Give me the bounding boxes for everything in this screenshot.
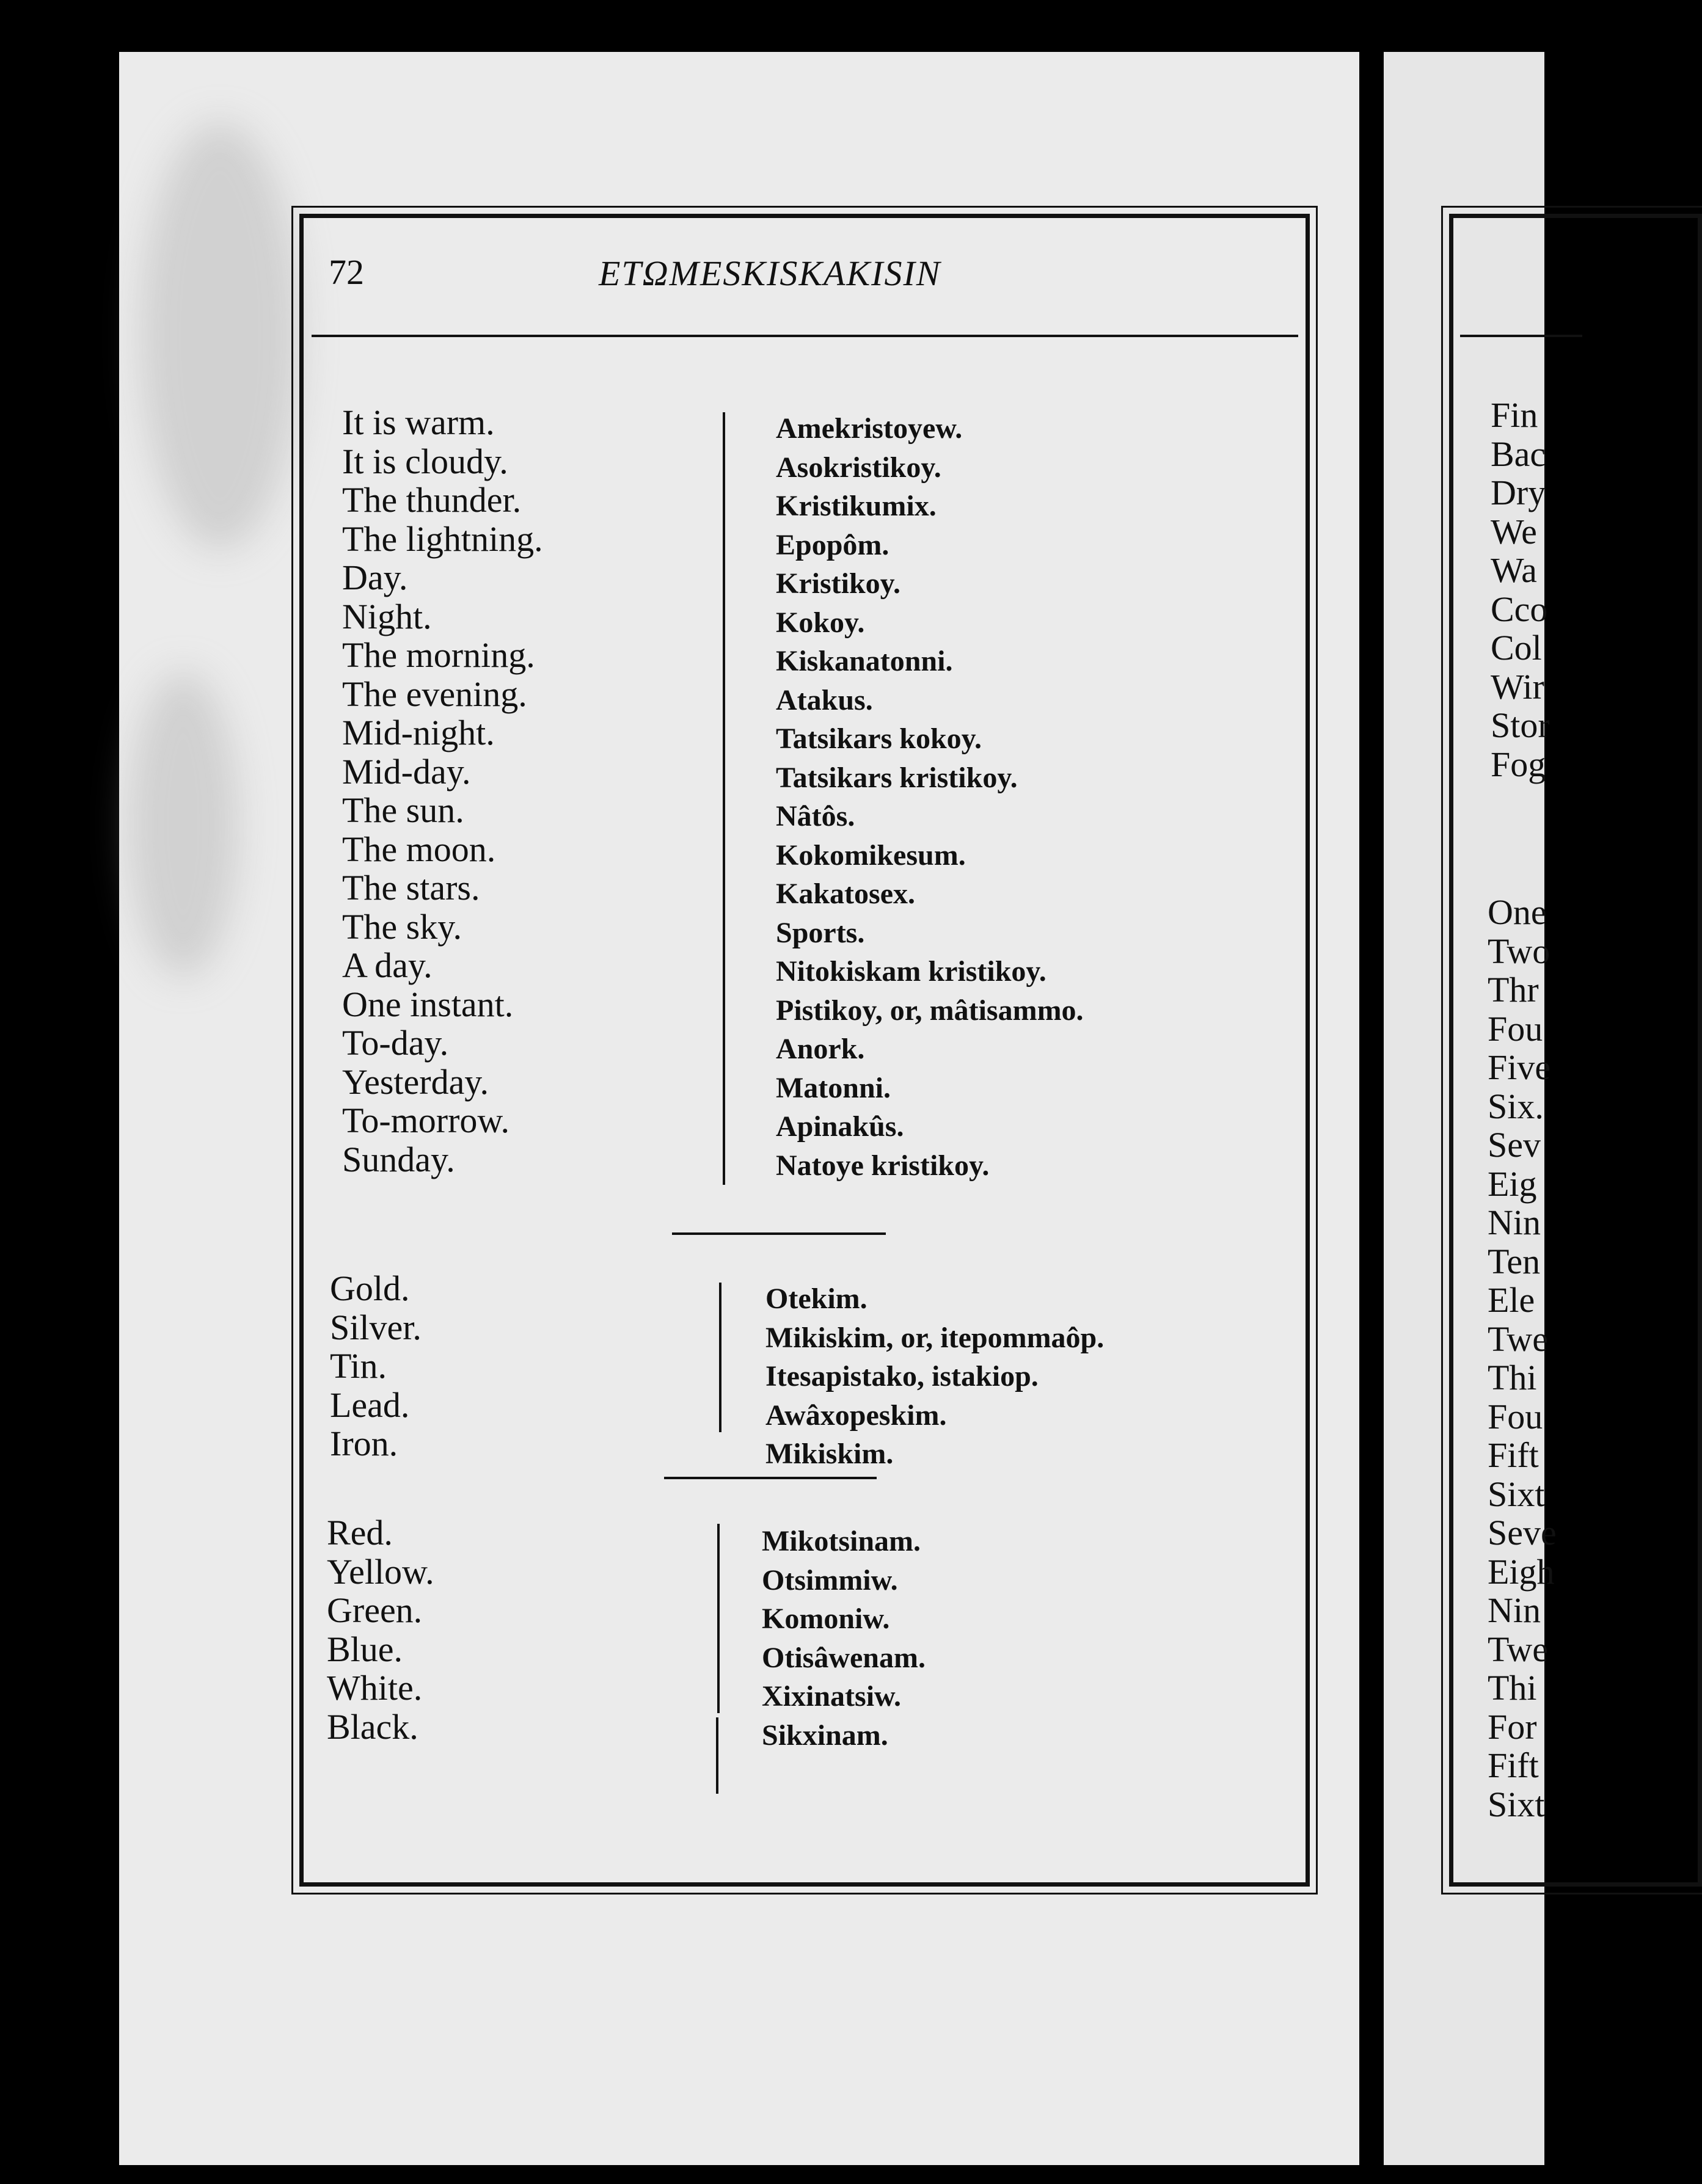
blackfoot-word: Pistikoy, or, mâtisammo. <box>776 994 1084 1027</box>
english-word: The morning. <box>342 635 535 675</box>
blackfoot-column-colours <box>762 1522 926 1755</box>
english-word: Lead. <box>330 1385 410 1425</box>
facing-word: Sev <box>1488 1125 1541 1165</box>
english-column-colours <box>327 1513 434 1746</box>
blackfoot-word: Kristikoy. <box>776 567 901 600</box>
facing-word: Wa <box>1491 550 1537 590</box>
facing-word: One <box>1488 892 1547 932</box>
english-word: Tin. <box>330 1346 387 1386</box>
blackfoot-word: Epopôm. <box>776 528 889 561</box>
english-word: Night. <box>342 596 432 636</box>
english-word: White. <box>327 1668 423 1708</box>
english-word: Iron. <box>330 1424 398 1463</box>
blackfoot-word: Kakatosex. <box>776 878 915 910</box>
english-word: The evening. <box>342 674 527 714</box>
facing-word: Thr <box>1488 970 1539 1010</box>
english-word: Blue. <box>327 1629 403 1669</box>
english-word: The thunder. <box>342 480 522 520</box>
english-word: The moon. <box>342 829 496 869</box>
english-column-metals <box>330 1269 422 1463</box>
english-word: Green. <box>327 1590 423 1630</box>
facing-word: Bac <box>1491 434 1546 474</box>
facing-word: Twe <box>1488 1629 1549 1669</box>
blackfoot-word: Otsimmiw. <box>762 1563 898 1596</box>
blackfoot-word: Apinakûs. <box>776 1110 904 1143</box>
facing-word: Thi <box>1488 1358 1537 1397</box>
running-title: ETΩMESKISKAKISIN <box>599 253 941 293</box>
blackfoot-word: Mikiskim. <box>765 1438 894 1470</box>
blackfoot-word: Awâxopeskim. <box>765 1399 947 1432</box>
english-word: Day. <box>342 558 408 597</box>
facing-word: Eigh <box>1488 1551 1555 1592</box>
column-divider <box>717 1524 720 1713</box>
blackfoot-column-time <box>776 409 1084 1185</box>
facing-word: Sixt <box>1488 1784 1545 1824</box>
facing-word: Two <box>1488 931 1550 971</box>
blackfoot-word: Otisâwenam. <box>762 1641 926 1674</box>
english-word: The sun. <box>342 790 464 830</box>
column-divider <box>716 1717 718 1794</box>
facing-word: Six. <box>1488 1086 1544 1126</box>
facing-word: Nin <box>1488 1590 1541 1630</box>
english-column-time <box>342 403 543 1179</box>
blackfoot-word: Kristikumix. <box>776 490 937 522</box>
english-word: One instant. <box>342 984 514 1024</box>
blackfoot-column-metals <box>765 1279 1104 1474</box>
page-stain <box>128 672 238 977</box>
facing-column-bottom <box>1488 893 1557 1824</box>
blackfoot-word: Atakus. <box>776 683 873 716</box>
facing-word: Twe <box>1488 1319 1549 1359</box>
facing-word: Seve <box>1488 1513 1557 1552</box>
facing-word: Nin <box>1488 1203 1541 1242</box>
facing-column-top <box>1491 396 1550 784</box>
english-word: It is warm. <box>342 402 495 442</box>
facing-word: Sixt <box>1488 1474 1545 1514</box>
english-word: Sunday. <box>342 1139 455 1179</box>
facing-word: Col <box>1491 628 1542 668</box>
blackfoot-word: Kokomikesum. <box>776 839 966 872</box>
blackfoot-word: Kokoy. <box>776 606 865 639</box>
english-word: Mid-night. <box>342 713 495 752</box>
page-stain <box>141 122 299 550</box>
facing-word: Dry <box>1491 473 1546 512</box>
blackfoot-word: Otekim. <box>765 1283 867 1315</box>
blackfoot-word: Nâtôs. <box>776 800 855 832</box>
english-word: Yesterday. <box>342 1061 489 1102</box>
blackfoot-word: Itesapistako, istakiop. <box>765 1360 1039 1392</box>
facing-header-rule <box>1460 335 1582 337</box>
english-word: The stars. <box>342 868 480 908</box>
facing-word: Ten <box>1488 1241 1541 1281</box>
facing-word: We <box>1491 511 1537 551</box>
facing-word: Thi <box>1488 1668 1537 1708</box>
english-word: To-morrow. <box>342 1101 510 1140</box>
blackfoot-word: Tatsikars kristikoy. <box>776 761 1018 794</box>
english-word: Mid-day. <box>342 751 471 792</box>
blackfoot-word: Natoye kristikoy. <box>776 1149 990 1182</box>
section-separator <box>672 1232 886 1235</box>
facing-word: Five <box>1488 1047 1551 1087</box>
blackfoot-word: Anork. <box>776 1033 865 1065</box>
facing-word: Wir <box>1491 666 1544 707</box>
blackfoot-word: Mikiskim, or, itepommaôp. <box>765 1321 1105 1354</box>
blackfoot-word: Tatsikars kokoy. <box>776 723 982 755</box>
english-word: The sky. <box>342 906 462 947</box>
blackfoot-word: Nitokiskam kristikoy. <box>776 955 1046 988</box>
english-word: Gold. <box>330 1269 410 1308</box>
english-word: It is cloudy. <box>342 441 508 481</box>
page-number: 72 <box>329 252 364 292</box>
facing-word: Fin <box>1491 395 1538 435</box>
facing-word: Stor <box>1491 705 1550 745</box>
facing-word: Eig <box>1488 1163 1537 1204</box>
facing-word: Fift <box>1488 1745 1539 1785</box>
facing-word: Fou <box>1488 1008 1543 1049</box>
blackfoot-word: Xixinatsiw. <box>762 1680 902 1713</box>
blackfoot-word: Matonni. <box>776 1071 891 1104</box>
blackfoot-word: Sports. <box>776 916 865 949</box>
english-word: Yellow. <box>327 1551 434 1592</box>
facing-word: Fou <box>1488 1396 1543 1436</box>
english-word: A day. <box>342 945 433 985</box>
blackfoot-word: Asokristikoy. <box>776 451 941 484</box>
blackfoot-word: Sikxinam. <box>762 1719 888 1752</box>
section-separator <box>664 1477 877 1479</box>
facing-word: For <box>1488 1706 1537 1747</box>
english-word: The lightning. <box>342 519 543 559</box>
facing-word: Ele <box>1488 1280 1535 1320</box>
english-word: Black. <box>327 1706 418 1747</box>
column-divider <box>719 1283 721 1432</box>
english-word: To-day. <box>342 1023 449 1063</box>
facing-word: Fog <box>1491 744 1546 784</box>
english-word: Red. <box>327 1513 393 1552</box>
column-divider <box>723 412 725 1185</box>
blackfoot-word: Kiskanatonni. <box>776 645 953 677</box>
blackfoot-word: Amekristoyew. <box>776 412 963 445</box>
blackfoot-word: Mikotsinam. <box>762 1525 921 1557</box>
header-rule <box>312 335 1298 337</box>
facing-word: Cco <box>1491 589 1548 629</box>
english-word: Silver. <box>330 1307 422 1347</box>
facing-word: Fift <box>1488 1435 1539 1475</box>
blackfoot-word: Komoniw. <box>762 1603 890 1635</box>
